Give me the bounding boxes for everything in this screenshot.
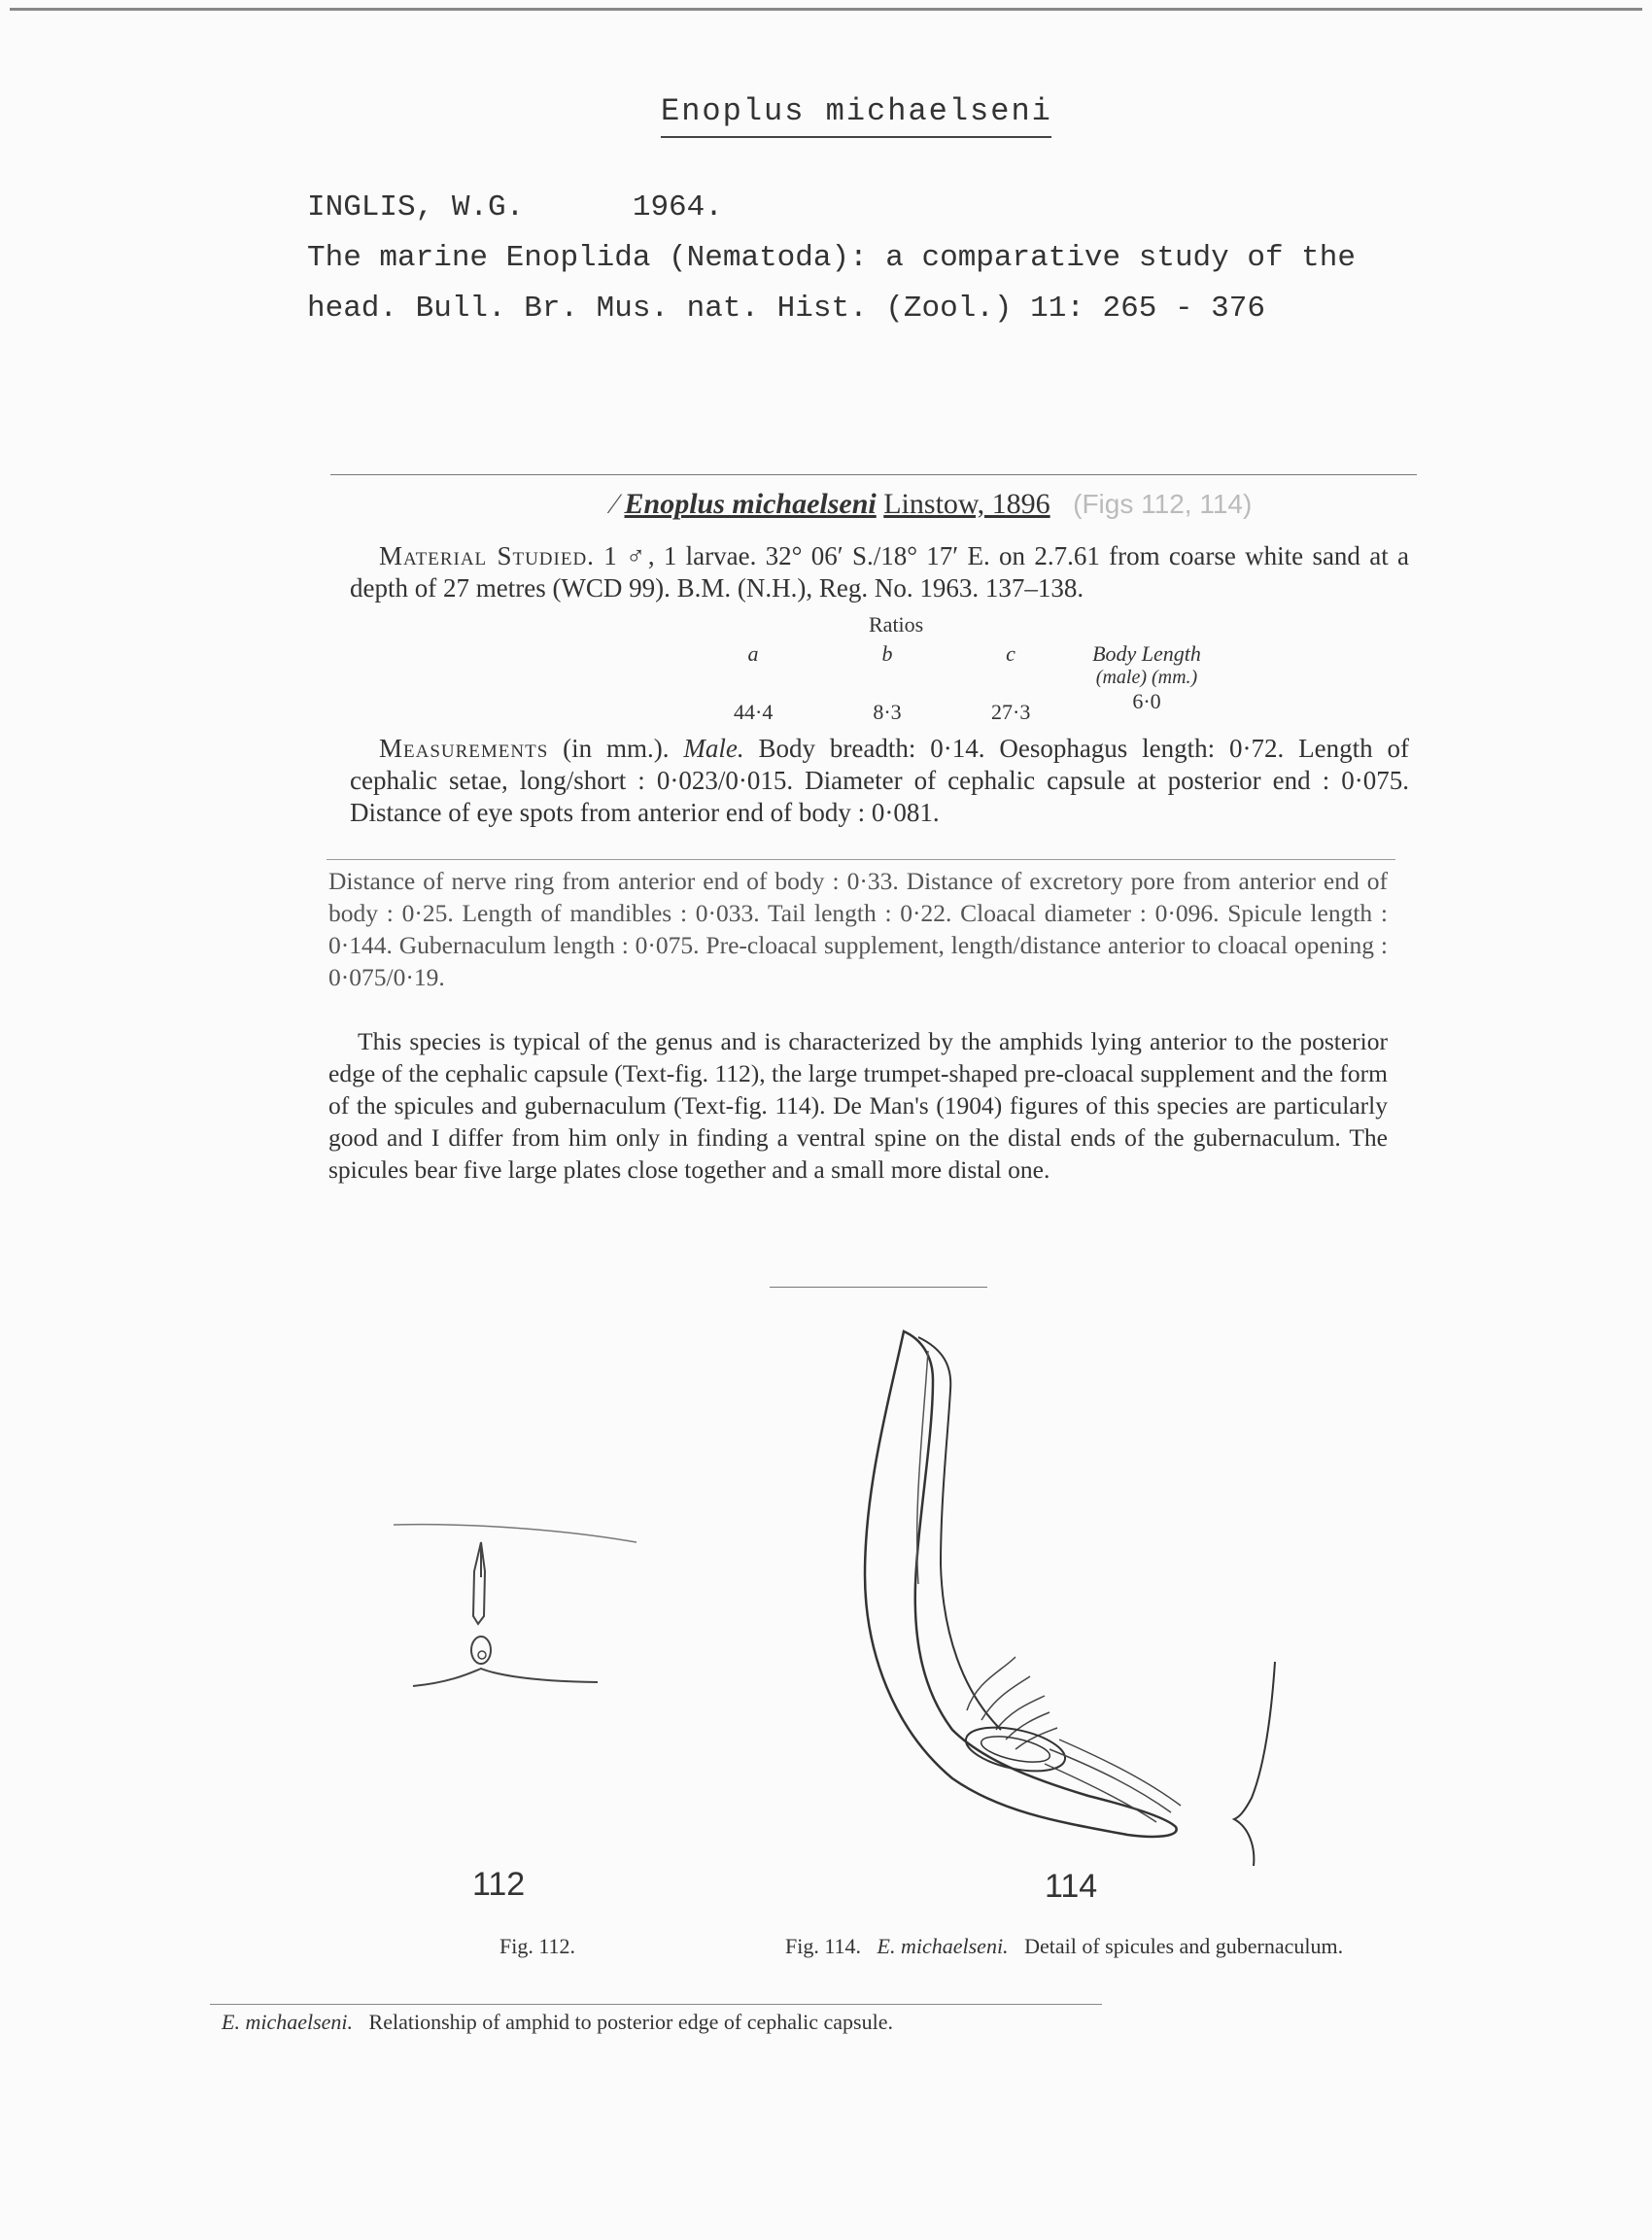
measurements-unit: (in mm.). (563, 734, 670, 763)
material-label: Material Studied. (379, 541, 595, 570)
figure-114-caption (785, 1934, 1343, 1959)
species-authority: Linstow, 1896 (883, 488, 1050, 520)
caption-text: Detail of spicules and gubernaculum. (1024, 1934, 1344, 1958)
figure-112-caption: Fig. 112. (499, 1934, 576, 1958)
ratio-header: c (1006, 641, 1015, 666)
figure-114-drawing (807, 1322, 1312, 1866)
caption-fig-number: Fig. 114. (785, 1934, 862, 1958)
figure-112-label: 112 (472, 1866, 526, 1903)
figure-112-drawing (384, 1521, 656, 1706)
measurements-continued: Distance of nerve ring from anterior end of body : 0·33. Distance of excretory pore from anterior end of body : 0·25. Length of mandibles : 0·033. Tail length : 0·22. Cloacal diameter : 0·096. Spicule length : 0·144. Gubernaculum length : 0·075. Pre-cloacal supplement, length/distance anterior to cloacal opening : 0·075/0·19. (328, 867, 1388, 991)
handwritten-note: (Figs 112, 114) (1073, 489, 1253, 519)
ratio-header: a (747, 641, 759, 666)
species-description: This species is typical of the genus and is characterized by the amphids lying anterior to the posterior edge of the cephalic capsule (Text-fig. 112), the large trumpet-shaped pre-cloacal supplement and the form of the spicules and gubernaculum (Text-fig. 114). De Man's (1904) figures of this species are particularly good and I differ from him only in finding a ventral spine on the distal ends of the gubernaculum. The spicules bear five large plates close together and a small more distal one. (328, 1027, 1388, 1184)
ratio-value: 44·4 (734, 700, 774, 724)
ratio-header: Body Length (1092, 641, 1201, 666)
caption-text: Relationship of amphid to posterior edge of cephalic capsule. (368, 2010, 893, 2034)
ratio-body-length (1059, 641, 1234, 714)
figure-112-caption-text (222, 2010, 893, 2035)
figure-divider (770, 1287, 987, 1288)
ratio-value: 8·3 (873, 700, 902, 724)
citation-line-1: INGLIS, W.G. 1964. (307, 190, 723, 224)
ratios-label: Ratios (869, 612, 924, 637)
measurements-text: Body breadth: 0·14. Oesophagus length: 0·72. Length of cephalic setae, long/short : 0·023/0·015. Diameter of cephalic capsule at posterior end : 0·075. Distance of eye spots from anterior end of body : 0·081. (350, 734, 1409, 827)
citation-line-2: The marine Enoplida (Nematoda): a comparative study of the (307, 241, 1356, 275)
page-join-line (327, 859, 1395, 860)
citation-line-3: head. Bull. Br. Mus. nat. Hist. (Zool.) 11: 265 - 376 (307, 292, 1265, 326)
measurements-sex: Male. (683, 734, 744, 763)
ratio-c (991, 641, 1030, 725)
caption-taxon: E. michaelseni. (877, 1934, 1009, 1958)
species-heading (612, 488, 1252, 521)
ratio-a (734, 641, 773, 725)
measurements (350, 733, 1409, 829)
scan-edge-line (10, 8, 1642, 11)
caption-rule (210, 2004, 1102, 2005)
material-text: 1 ♂, 1 larvae. 32° 06′ S./18° 17′ E. on 2.7.61 from coarse white sand at a depth of 27 metres (WCD 99). B.M. (N.H.), Reg. No. 1963. 137–138. (350, 541, 1409, 603)
species-name: Enoplus michaelseni (624, 488, 877, 520)
title-underline (661, 136, 1051, 138)
check-mark-icon: ⁄ (612, 488, 618, 520)
figure-114-label: 114 (1045, 1868, 1098, 1905)
ratio-header: b (881, 641, 893, 666)
ratio-value: 6·0 (1132, 689, 1161, 713)
measurements-label: Measurements (379, 734, 549, 763)
ratio-subheader: (male) (mm.) (1095, 667, 1198, 688)
material-studied (350, 540, 1409, 604)
ratio-value: 27·3 (991, 700, 1031, 724)
ratio-b (868, 641, 907, 725)
page-title: Enoplus michaelseni (661, 93, 1052, 129)
section-divider-top (330, 474, 1417, 475)
citation (307, 183, 1532, 334)
caption-taxon: E. michaelseni. (222, 2010, 354, 2034)
